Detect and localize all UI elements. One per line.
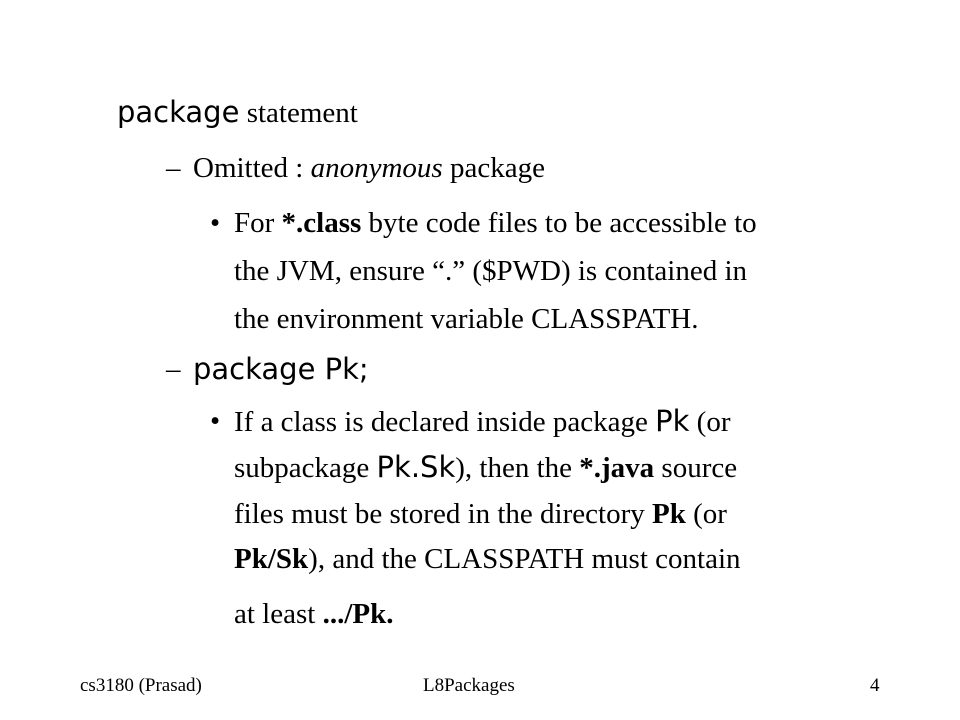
- item2-sub-l1-code: Pk: [655, 404, 690, 438]
- item2-sub-l4-bold: Pk/Sk: [234, 543, 309, 575]
- heading-text: statement: [239, 97, 358, 129]
- item2-sub-l3b: (or: [685, 498, 727, 530]
- item1-sub-l1b: byte code files to be accessible to: [361, 207, 757, 239]
- heading-keyword: package: [117, 95, 240, 129]
- item1-dash: –: [166, 152, 181, 184]
- footer-page-number: 4: [870, 675, 880, 696]
- item2-sub-line5: [234, 600, 393, 629]
- item2-dash: –: [166, 353, 181, 385]
- item1-sub-l1a: For: [234, 207, 282, 239]
- item1-line: [193, 154, 545, 183]
- item2-sub-l2b: ), then the: [455, 452, 580, 484]
- item2-sub-l1b: (or: [689, 406, 731, 438]
- item2-sub-l2-bold: *.java: [579, 452, 655, 484]
- item2-sub-l3-bold: Pk: [651, 498, 686, 530]
- item2-sub-line1: [234, 404, 731, 438]
- item1-sub-line3: the environment variable CLASSPATH.: [234, 303, 699, 335]
- item1-post: package: [442, 152, 545, 184]
- footer-left: cs3180 (Prasad): [80, 675, 202, 696]
- item2-sub-l5a: at least: [234, 598, 323, 630]
- item2-sub-l2c: source: [654, 452, 738, 484]
- item2-sub-l5-bold: .../Pk.: [322, 598, 394, 630]
- item1-sub-line1: [234, 209, 757, 238]
- heading-line: [117, 95, 358, 129]
- item2-sub-line2: [234, 450, 738, 484]
- item1-sub-bullet: •: [210, 207, 221, 239]
- footer-center: L8Packages: [423, 675, 515, 696]
- item2-sub-bullet: •: [210, 405, 221, 437]
- item2-sub-line3: [234, 500, 727, 529]
- item2-sub-l2-code: Pk.Sk: [376, 450, 456, 484]
- item1-pre: Omitted :: [193, 152, 311, 184]
- item2-sub-l3a: files must be stored in the directory: [234, 498, 652, 530]
- item2-code: package Pk;: [193, 352, 369, 386]
- item1-sub-l1-code: *.class: [281, 207, 362, 239]
- item2-sub-l2a: subpackage: [234, 452, 377, 484]
- item2-sub-l4a: ), and the CLASSPATH must contain: [308, 543, 741, 575]
- item1-em: anonymous: [310, 152, 443, 184]
- item2-sub-line4: [234, 545, 741, 574]
- item1-sub-line2: the JVM, ensure “.” ($PWD) is contained in: [234, 255, 748, 287]
- item2-sub-l1a: If a class is declared inside package: [234, 406, 656, 438]
